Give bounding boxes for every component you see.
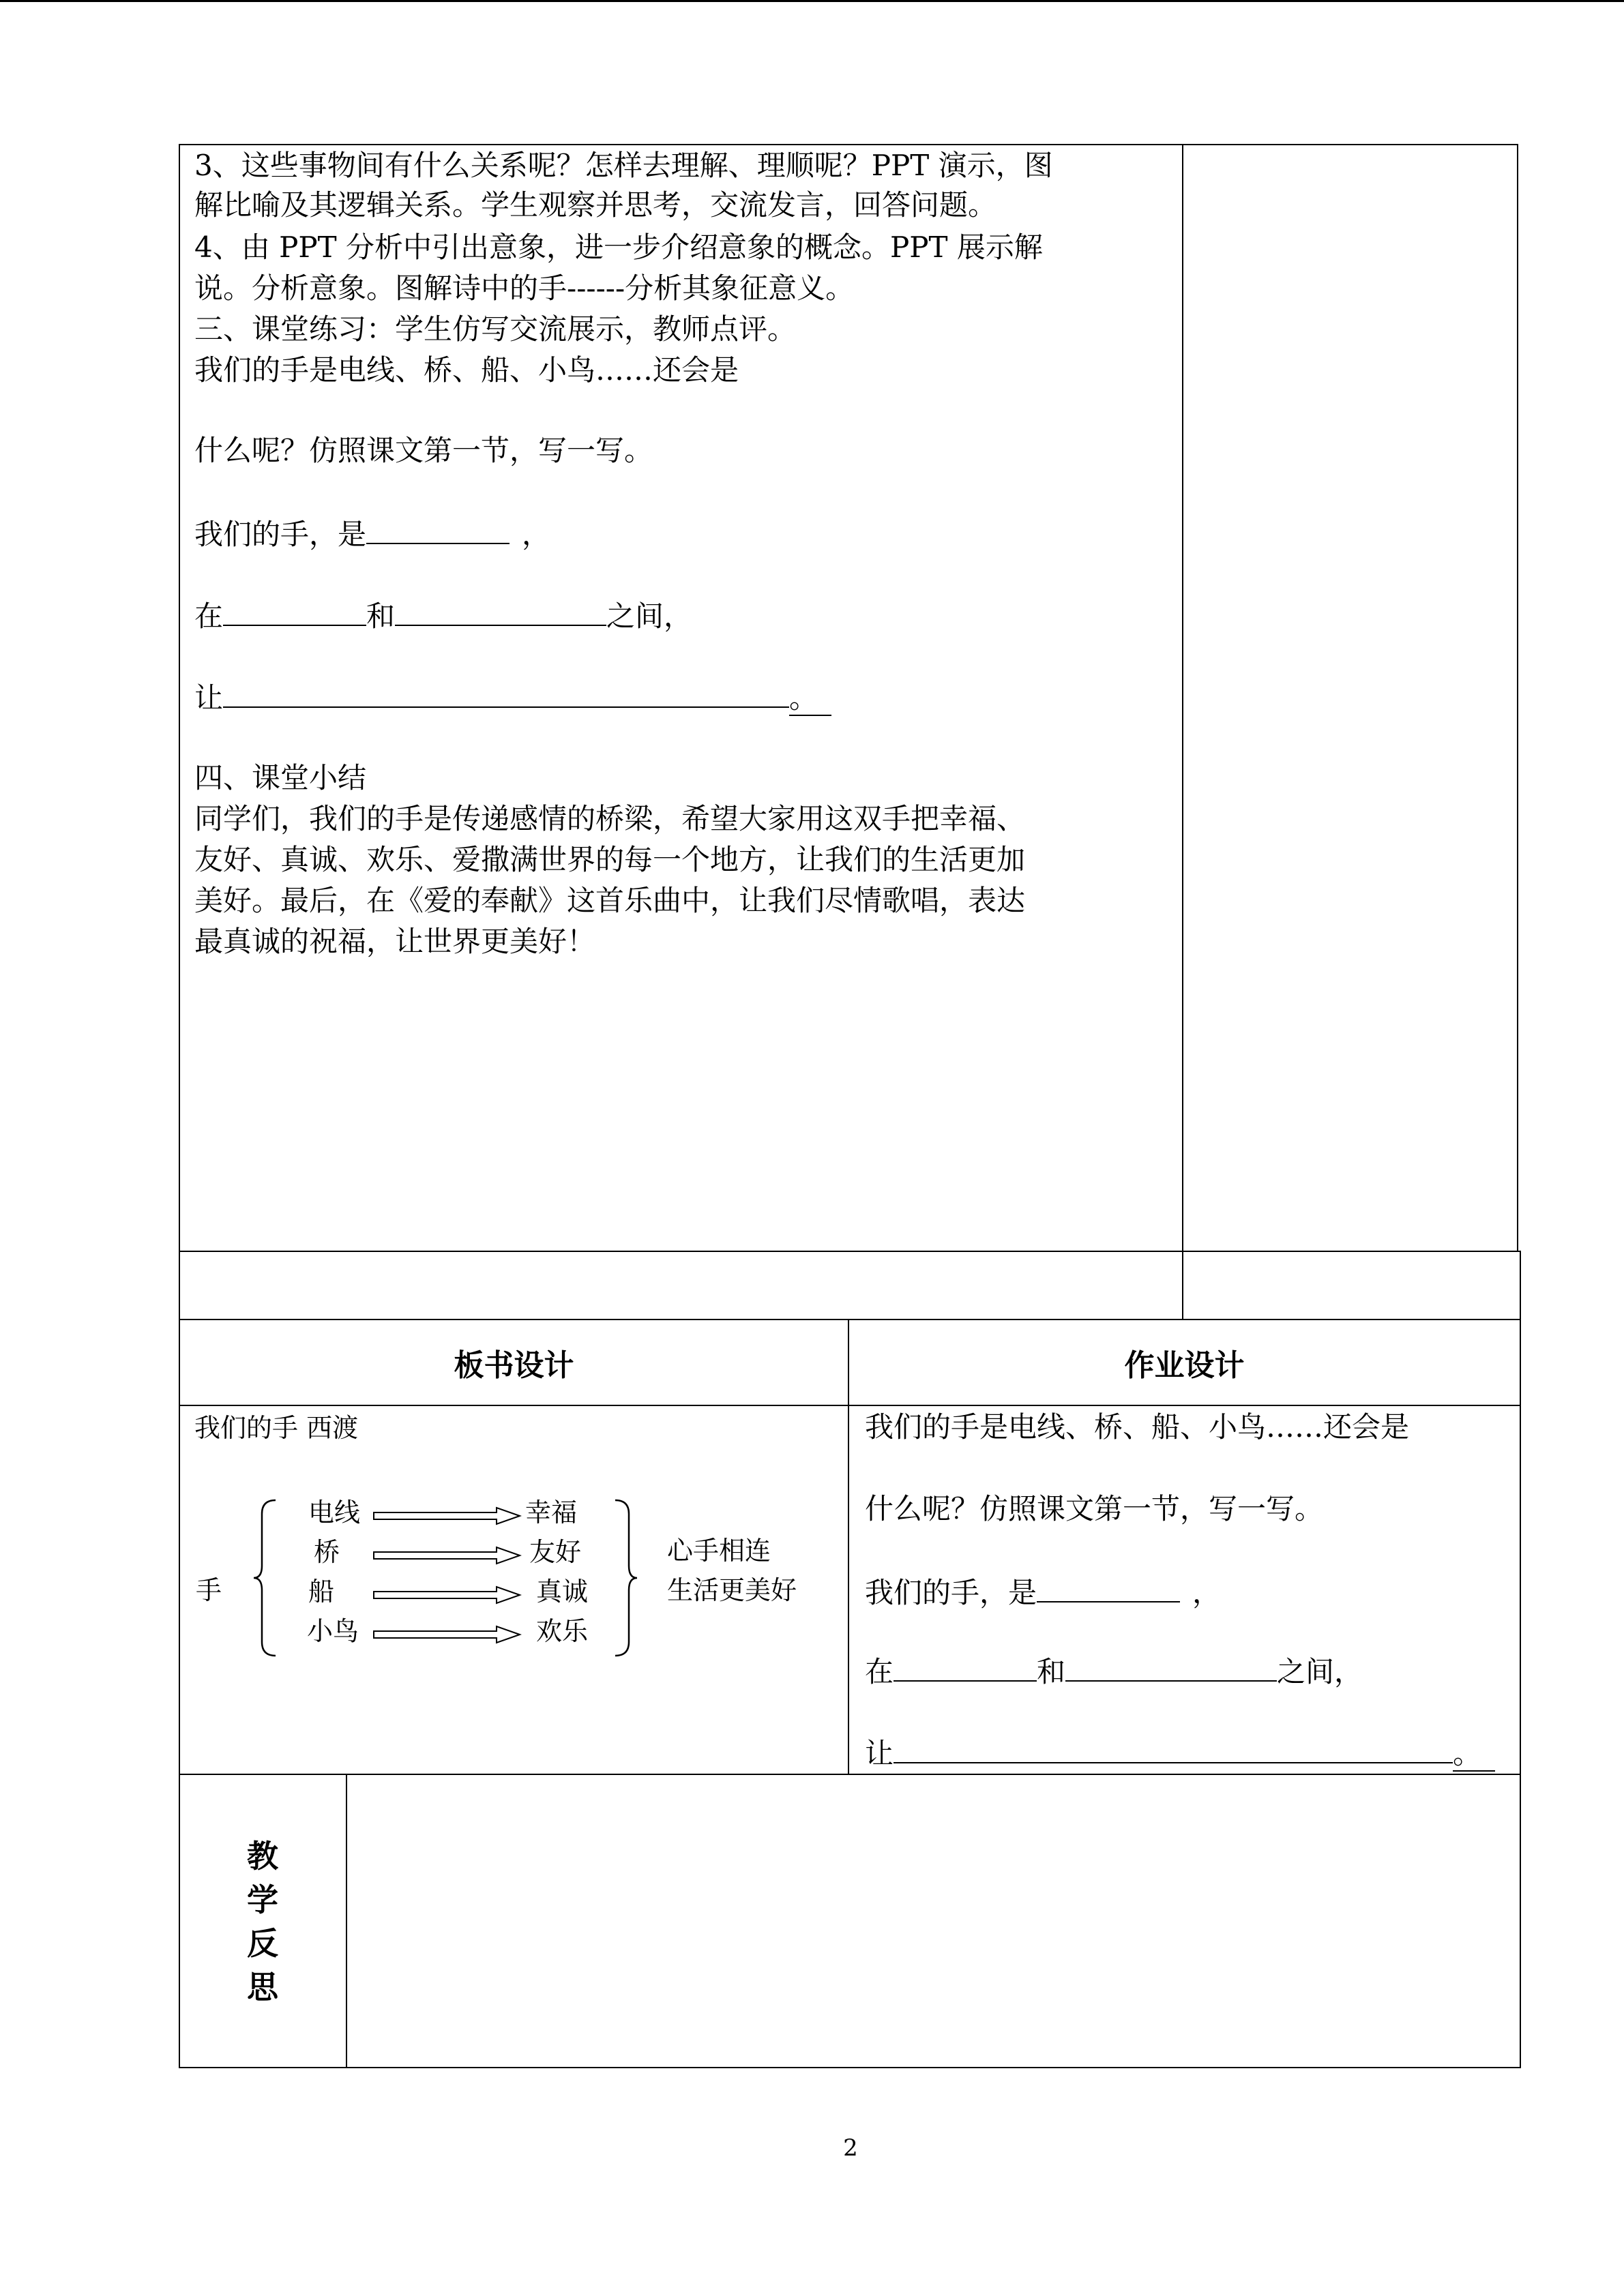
fill-blank-2 <box>395 595 606 626</box>
table-border-right-lower <box>1520 1251 1521 2068</box>
summary-line-3: 美好。最后，在《爱的奉献》这首乐曲中，让我们尽情歌唱，表达 <box>194 884 1026 917</box>
table-border-bottom <box>179 2067 1521 2068</box>
fill-blank <box>223 676 789 708</box>
reflection-char-4: 思 <box>247 1969 278 2005</box>
homework-fill-line-1 <box>865 1571 1221 1613</box>
board-left-item-3: 船 <box>308 1577 335 1607</box>
summary-line-2: 友好、真诚、欢乐、爱撒满世界的每一个地方，让我们的生活更加 <box>194 843 1026 876</box>
fill-suffix: ， <box>522 518 551 551</box>
fill-suffix: 。 <box>1453 1737 1495 1772</box>
lesson-line-2: 解比喻及其逻辑关系。学生观察并思考，交流发言，回答问题。 <box>194 188 997 222</box>
fill-prefix: 让 <box>194 681 224 715</box>
reflection-char-1: 教 <box>247 1838 278 1874</box>
row-divider-3 <box>179 1405 1521 1406</box>
teaching-reflection-label <box>242 1834 283 2009</box>
fill-blank-2 <box>1065 1650 1277 1682</box>
board-right-item-1: 幸福 <box>525 1497 578 1527</box>
lesson-line-7: 什么呢？仿照课文第一节，写一写。 <box>194 434 653 467</box>
lesson-line-1: 3、这些事物间有什么关系呢？怎样去理解、理顺呢？PPT 演示，图 <box>194 149 1053 182</box>
homework-line-2: 什么呢？仿照课文第一节，写一写。 <box>865 1492 1324 1525</box>
column-divider-reflection <box>346 1774 347 2068</box>
row-divider-4 <box>179 1774 1521 1775</box>
fill-b: 和 <box>366 599 396 633</box>
lesson-line-6: 我们的手是电线、桥、船、小鸟……还会是 <box>194 353 739 387</box>
fill-prefix: 我们的手，是 <box>865 1576 1037 1609</box>
fill-c: 之间， <box>1277 1655 1363 1688</box>
lesson-fill-line-1 <box>194 513 550 554</box>
arrow-3 <box>372 1585 522 1605</box>
lesson-line-5: 三、课堂练习：学生仿写交流展示，教师点评。 <box>194 312 797 346</box>
homework-fill-line-2 <box>865 1650 1363 1692</box>
board-title: 我们的手 西渡 <box>194 1413 359 1443</box>
right-brace <box>612 1497 640 1658</box>
board-design-header: 板书设计 <box>454 1349 574 1382</box>
fill-a: 在 <box>865 1655 894 1688</box>
reflection-char-3: 反 <box>247 1926 278 1961</box>
left-brace <box>251 1497 278 1658</box>
table-border-left <box>179 144 180 2068</box>
board-summary-1: 心手相连 <box>667 1536 771 1566</box>
page-top-border <box>0 0 1624 2</box>
board-summary-2: 生活更美好 <box>667 1575 797 1605</box>
fill-blank <box>894 1732 1453 1763</box>
fill-suffix: ， <box>1192 1576 1222 1609</box>
summary-line-4: 最真诚的祝福，让世界更美好！ <box>194 925 596 958</box>
table-border-right-upper <box>1517 144 1518 1252</box>
fill-suffix: 。 <box>789 681 831 716</box>
table-border-top <box>179 144 1517 145</box>
row-divider-2 <box>179 1319 1521 1320</box>
lesson-fill-line-2 <box>194 595 692 636</box>
board-right-item-3: 真诚 <box>536 1577 589 1607</box>
homework-design-header: 作业设计 <box>1124 1349 1245 1382</box>
page-number: 2 <box>843 2134 858 2162</box>
lesson-line-4: 说。分析意象。图解诗中的手------分析其象征意义。 <box>194 271 855 305</box>
row-divider-1 <box>179 1251 1521 1252</box>
arrow-4 <box>372 1624 522 1645</box>
reflection-char-2: 学 <box>247 1882 278 1918</box>
fill-blank <box>1037 1571 1180 1602</box>
board-right-item-4: 欢乐 <box>536 1616 589 1646</box>
arrow-1 <box>372 1506 522 1526</box>
fill-blank <box>366 513 510 544</box>
homework-line-1: 我们的手是电线、桥、船、小鸟……还会是 <box>865 1410 1410 1444</box>
board-left-item-1: 电线 <box>308 1497 361 1527</box>
board-center-word: 手 <box>196 1575 222 1605</box>
homework-fill-line-3 <box>865 1732 1495 1774</box>
summary-title: 四、课堂小结 <box>194 761 367 794</box>
fill-prefix: 我们的手，是 <box>194 518 367 551</box>
fill-b: 和 <box>1037 1655 1066 1688</box>
fill-blank-1 <box>894 1650 1037 1682</box>
column-divider-notes <box>1182 144 1183 1320</box>
fill-blank-1 <box>223 595 366 626</box>
summary-line-1: 同学们，我们的手是传递感情的桥梁，希望大家用这双手把幸福、 <box>194 802 1026 835</box>
column-divider-board-homework <box>848 1319 849 1774</box>
arrow-2 <box>372 1545 522 1566</box>
board-right-item-2: 友好 <box>529 1537 582 1567</box>
fill-prefix: 让 <box>865 1737 894 1770</box>
fill-c: 之间， <box>606 599 693 633</box>
board-left-item-2: 桥 <box>314 1537 340 1567</box>
lesson-line-3: 4、由 PPT 分析中引出意象，进一步介绍意象的概念。PPT 展示解 <box>194 230 1043 264</box>
board-left-item-4: 小鸟 <box>307 1616 359 1646</box>
fill-a: 在 <box>194 599 224 633</box>
lesson-fill-line-3 <box>194 676 831 718</box>
